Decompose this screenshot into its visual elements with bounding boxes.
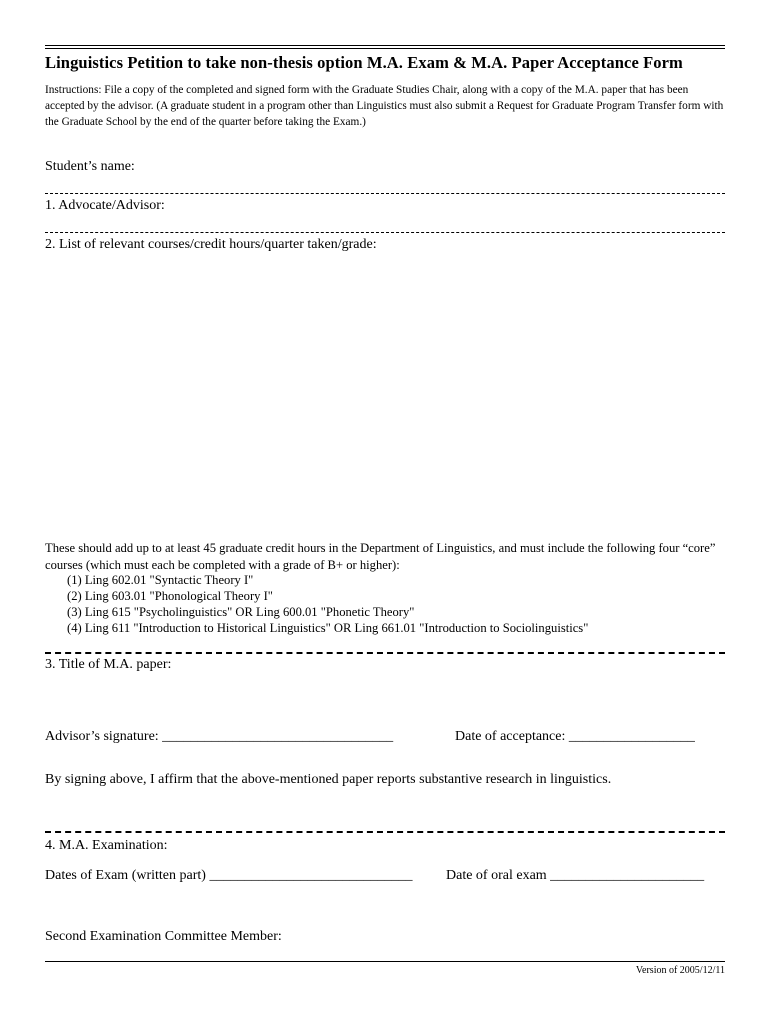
separator-dashed-3	[45, 652, 725, 654]
core-course-2: (2) Ling 603.01 "Phonological Theory I"	[67, 589, 273, 603]
exam-section-title: 4. M.A. Examination:	[45, 838, 168, 853]
advisor-signature-field[interactable]: Advisor’s signature: _________________________________	[45, 729, 394, 744]
separator-dashed-2	[45, 232, 725, 233]
advocate-advisor-label: 1. Advocate/Advisor:	[45, 198, 165, 213]
paper-title-label: 3. Title of M.A. paper:	[45, 657, 172, 672]
separator-dashed-1	[45, 193, 725, 194]
top-double-rule	[45, 45, 725, 49]
date-of-acceptance-field[interactable]: Date of acceptance: __________________	[455, 729, 695, 744]
form-page	[45, 0, 725, 1024]
student-name-label: Student’s name:	[45, 159, 135, 174]
core-course-4: (4) Ling 611 "Introduction to Historical Linguistics" OR Ling 661.01 "Introduction to Sociolinguistics"	[67, 621, 589, 635]
second-member-label: Second Examination Committee Member:	[45, 929, 282, 944]
written-exam-dates-field[interactable]: Dates of Exam (written part) _____________________________	[45, 868, 413, 883]
bottom-rule	[45, 961, 725, 962]
core-course-3: (3) Ling 615 "Psycholinguistics" OR Ling 600.01 "Phonetic Theory"	[67, 605, 415, 619]
version-text: Version of 2005/12/11	[635, 965, 725, 976]
core-course-1: (1) Ling 602.01 "Syntactic Theory I"	[67, 573, 254, 587]
oral-exam-date-field[interactable]: Date of oral exam ______________________	[446, 868, 705, 883]
affirmation-text: By signing above, I affirm that the above-mentioned paper reports substantive research in linguistics.	[45, 772, 612, 787]
requirements-note: These should add up to at least 45 graduate credit hours in the Department of Linguistics, and must include the following four “core” courses (which must each be completed with a grade of B+ or higher):	[45, 541, 716, 572]
instructions-text: Instructions: File a copy of the completed and signed form with the Graduate Studies Chair, along with a copy of the M.A. paper that has been accepted by the advisor. (A graduate student in a program other than Linguistics must also submit a Request for Graduate Program Transfer form with the Graduate School by the end of the quarter before taking the Exam.)	[45, 84, 724, 128]
form-title: Linguistics Petition to take non-thesis option M.A. Exam & M.A. Paper Acceptance Form	[45, 53, 683, 72]
separator-dashed-4	[45, 831, 725, 833]
courses-list-label: 2. List of relevant courses/credit hours/quarter taken/grade:	[45, 237, 377, 252]
